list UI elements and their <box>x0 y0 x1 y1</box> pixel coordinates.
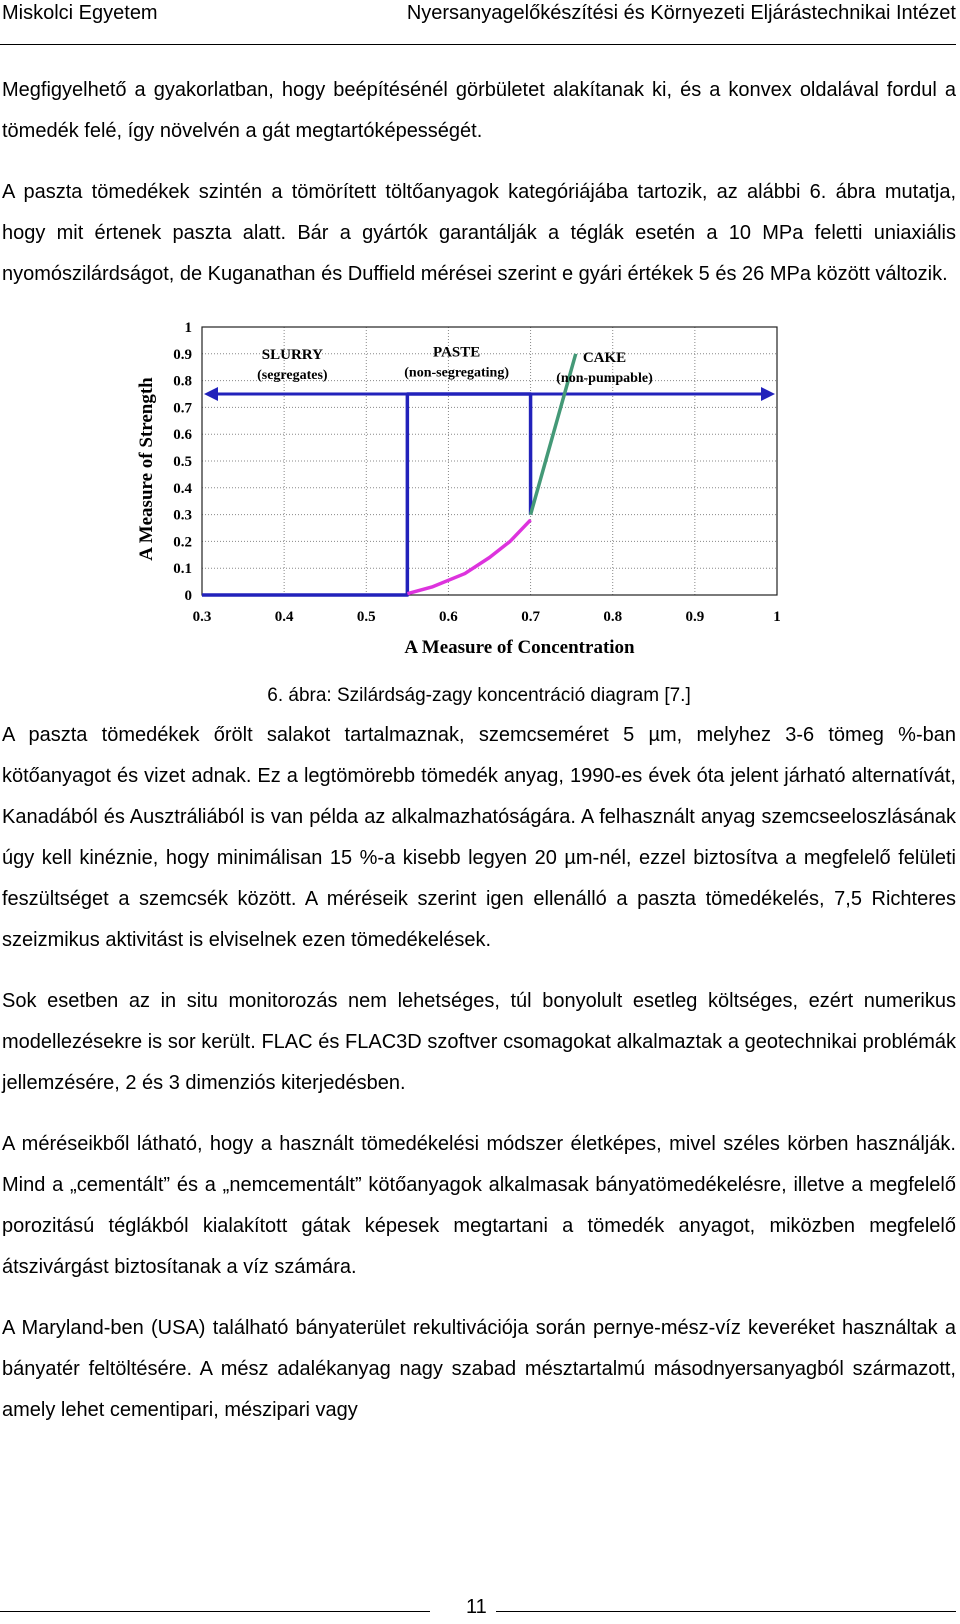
page-content <box>2 70 956 1431</box>
y-tick-label: 0.4 <box>173 480 192 497</box>
y-tick-label: 0.2 <box>173 534 192 551</box>
strength-concentration-chart <box>132 313 802 661</box>
region-sublabel: (segregates) <box>257 368 328 384</box>
y-tick-label: 0.8 <box>173 373 192 390</box>
paragraph-2: A paszta tömedékek szintén a tömörített töltőanyagok kategóriájába tartozik, az alábbi 6. ábra mutatja, hogy mit értenek paszta alatt. Bár a gyártók garantálják a téglák esetén a 10 MPa feletti uniaxiális nyomószilárdságot, de Kuganathan és Duffield mérései szerint e gyári értékek 5 és 26 MPa között változik. <box>2 181 956 285</box>
x-tick-label: 0.4 <box>274 609 294 625</box>
figure-caption: 6. ábra: Szilárdság-zagy koncentráció diagram [7.] <box>267 685 691 706</box>
region-label: CAKE <box>582 349 627 366</box>
header-rule <box>0 44 956 45</box>
y-tick-label: 0.9 <box>173 346 192 363</box>
x-tick-label: 0.9 <box>685 609 705 625</box>
x-tick-label: 0.7 <box>521 609 540 625</box>
paragraph-5: A méréseikből látható, hogy a használt tömedékelési módszer életképes, mivel széles körben használják. Mind a „cementált” és a „nemcementált” kötőanyagok alkalmasak bányatömedékelésre, illetve a megfelelő porozitású téglákból kialakított gátak képesek megtartani a tömedék anyagot, miközben megfelelő átszivárgást biztosítanak a víz számára. <box>2 1133 956 1278</box>
footer-rule-left <box>0 1611 430 1612</box>
y-tick-label: 0.3 <box>173 507 192 524</box>
region-arrow-right-head <box>761 387 775 401</box>
region-label: PASTE <box>433 344 481 361</box>
x-tick-label: 0.6 <box>439 609 458 625</box>
university-name: Miskolci Egyetem <box>2 2 158 24</box>
institute-name: Nyersanyagelőkészítési és Környezeti Eljárástechnikai Intézet <box>406 2 956 24</box>
y-tick-label: 0.7 <box>173 400 192 417</box>
y-tick-label: 0.5 <box>173 454 192 470</box>
x-tick-label: 0.8 <box>603 609 623 625</box>
region-arrow-left-head <box>204 387 218 401</box>
y-tick-label: 0 <box>184 588 192 604</box>
footer-rule-right <box>496 1611 956 1612</box>
page-footer <box>0 1596 960 1624</box>
y-tick-label: 0.6 <box>173 427 192 444</box>
paragraph-3: A paszta tömedékek őrölt salakot tartalmaznak, szemcseméret 5 µm, melyhez 3-6 tömeg %-ban kötőanyagot és vizet adnak. Ez a legtömörebb tömedék anyag, 1990-es évek óta jelent járható alternatívát, Kanadából és Ausztráliából is van példa az alkalmazhatóságára. A felhasznált anyag szemcseeloszlásának úgy kell kinéznie, hogy minimálisan 15 %-a kisebb legyen 20 µm-nél, ezzel biztosítva a megfelelő felületi feszültséget a szemcsék között. A méréseik szerint igen ellenálló a paszta tömedékelés, 7,5 Richteres szeizmikus aktivitást is elviselnek ezen tömedékelések. <box>2 724 956 951</box>
y-axis-label: A Measure of Strength <box>136 377 157 561</box>
page-number: 11 <box>466 1596 487 1618</box>
region-sublabel: (non-segregating) <box>404 365 510 381</box>
paragraph-1: Megfigyelhető a gyakorlatban, hogy beépítésénél görbületet alakítanak ki, és a konvex oldalával fordul a tömedék felé, így növelvén a gát megtartóképességét. <box>2 79 956 142</box>
region-label: SLURRY <box>261 347 323 364</box>
page-header <box>0 0 960 46</box>
x-axis-label: A Measure of Concentration <box>404 637 635 658</box>
paragraph-6: A Maryland-ben (USA) található bányaterület rekultivációja során pernye-mész-víz keveréket használtak a bányatér feltöltésére. A mész adalékanyag nagy szabad mésztartalmú másodnyersanyagból származott, amely lehet cementipari, mészipari vagy <box>2 1317 956 1421</box>
region-sublabel: (non-pumpable) <box>556 370 653 386</box>
series-line-2 <box>407 520 530 594</box>
paragraph-4: Sok esetben az in situ monitorozás nem lehetséges, túl bonyolult esetleg költséges, ezért numerikus modellezésekre is sor került. FLAC és FLAC3D szoftver csomagokat alkalmaztak a geotechnikai problémák jellemzésére, 2 és 3 dimenziós kiterjedésben. <box>2 990 956 1094</box>
y-tick-label: 0.1 <box>173 561 192 578</box>
figure-6 <box>2 313 956 715</box>
x-tick-label: 0.5 <box>356 609 376 625</box>
y-tick-label: 1 <box>184 320 192 336</box>
x-tick-label: 0.3 <box>192 609 212 625</box>
x-tick-label: 1 <box>773 609 781 625</box>
